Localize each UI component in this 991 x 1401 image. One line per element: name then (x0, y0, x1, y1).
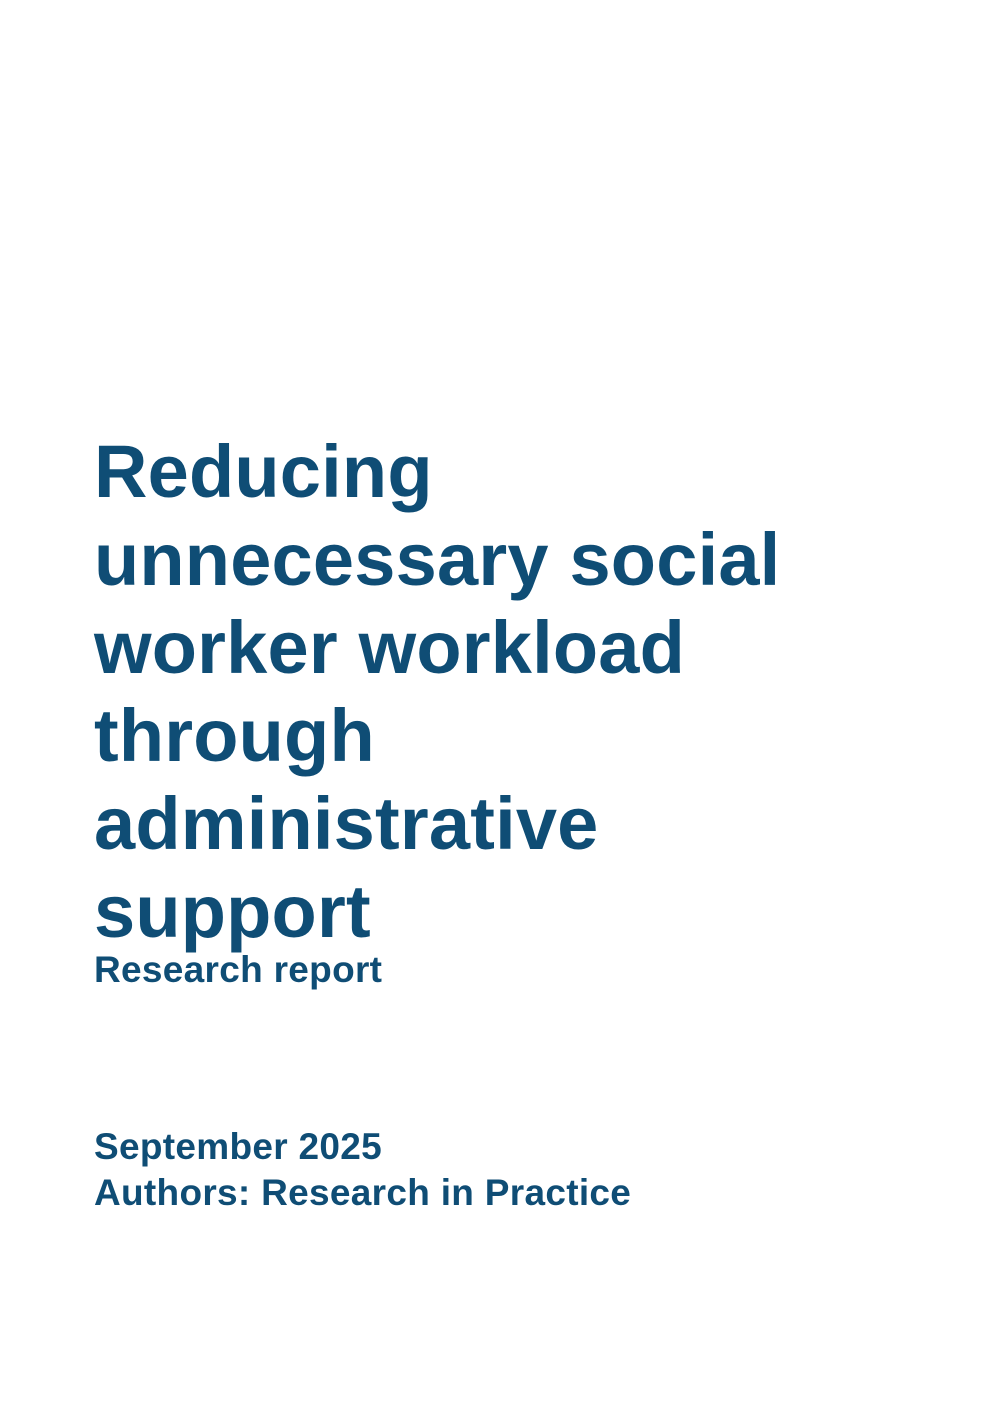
title-line: administrative (94, 782, 599, 865)
report-title (94, 428, 914, 956)
cover-meta-block (94, 1124, 631, 1216)
title-line: unnecessary social (94, 518, 781, 601)
report-subtitle: Research report (94, 949, 383, 990)
title-line: Reducing (94, 430, 433, 513)
authors-line: Authors: Research in Practice (94, 1172, 632, 1213)
title-line: through (94, 694, 375, 777)
title-line: worker workload (94, 606, 686, 689)
publication-date: September 2025 (94, 1126, 383, 1167)
title-line: support (94, 870, 371, 953)
cover-title-block (94, 428, 914, 992)
